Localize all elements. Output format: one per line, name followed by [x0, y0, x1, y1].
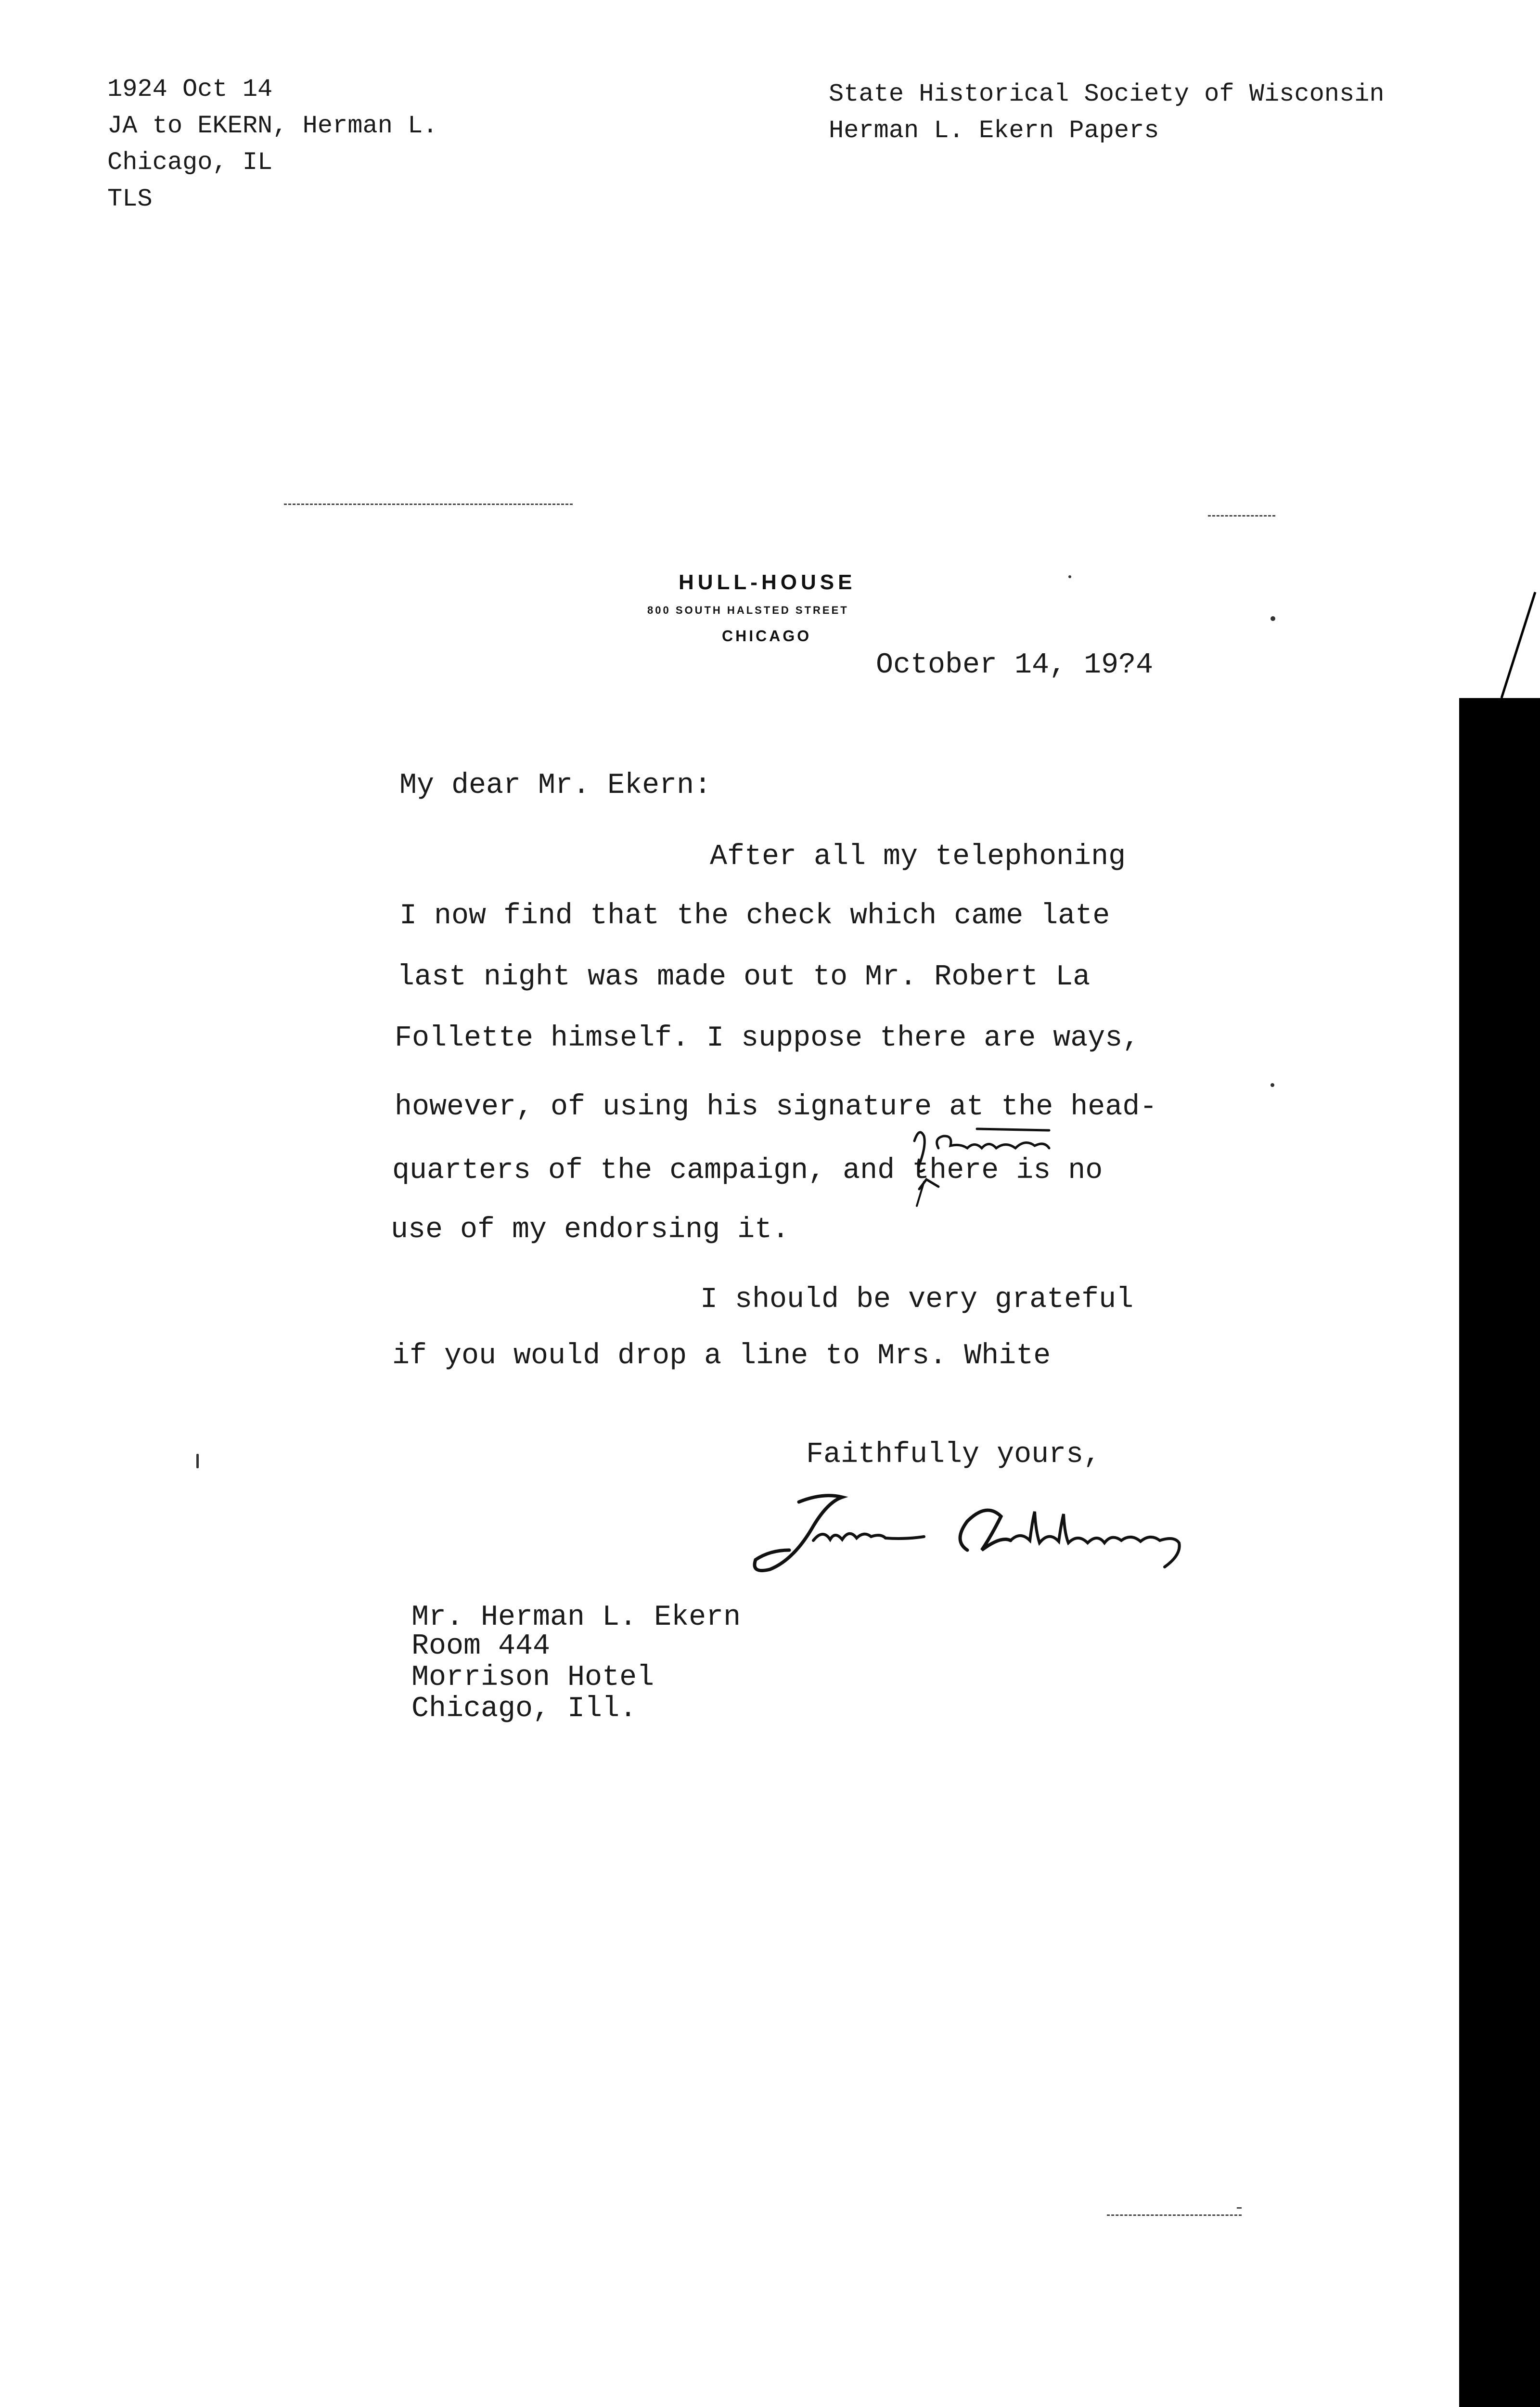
speck: [1068, 575, 1071, 578]
archive-place: Chicago, IL: [107, 148, 273, 177]
paragraph-1-line-7: use of my endorsing it.: [391, 1214, 790, 1246]
handwritten-insertion: [905, 1122, 1097, 1218]
addressee-hotel: Morrison Hotel: [411, 1661, 654, 1694]
closing: Faithfully yours,: [806, 1438, 1101, 1471]
archive-document-type: TLS: [107, 185, 153, 213]
bottom-fold-line: [1107, 2214, 1242, 2216]
archive-date: 1924 Oct 14: [107, 75, 273, 104]
archive-header-left: [107, 71, 438, 218]
letterhead-fold-line-left: [284, 504, 573, 505]
margin-dash: [1237, 2207, 1242, 2209]
speck: [1270, 616, 1275, 621]
letterhead-name: HULL-HOUSE: [679, 570, 856, 594]
addressee-city: Chicago, Ill.: [411, 1693, 637, 1725]
speck: [1270, 1083, 1274, 1087]
paragraph-1-line-4: Follette himself. I suppose there are ways,: [395, 1022, 1140, 1055]
letterhead-city: CHICAGO: [722, 627, 812, 645]
addressee-room: Room 444: [411, 1630, 551, 1663]
paragraph-1-line-3: last night was made out to Mr. Robert La: [397, 961, 1091, 994]
paragraph-2-line-1: I should be very grateful: [700, 1283, 1134, 1316]
letter-date: October 14, 19?4: [876, 649, 1154, 682]
addressee-name: Mr. Herman L. Ekern: [411, 1601, 741, 1634]
archive-repository: State Historical Society of Wisconsin: [829, 80, 1385, 108]
paragraph-2-line-2: if you would drop a line to Mrs. White: [392, 1340, 1051, 1372]
salutation: My dear Mr. Ekern:: [399, 769, 712, 802]
paragraph-1-line-5: however, of using his signature at the head-: [395, 1091, 1157, 1124]
archive-collection: Herman L. Ekern Papers: [829, 116, 1159, 145]
speck: [196, 1454, 199, 1468]
scan-border-right: [1459, 698, 1540, 2407]
letterhead-fold-line-right: [1208, 515, 1275, 517]
archive-header-right: [829, 76, 1385, 149]
paragraph-1-line-2: I now find that the check which came late: [399, 900, 1110, 932]
paragraph-1-line-6: quarters of the campaign, and there is no: [392, 1154, 1103, 1187]
archive-correspondents: JA to EKERN, Herman L.: [107, 112, 438, 140]
signature: [741, 1483, 1242, 1589]
page-edge-line: [1492, 587, 1540, 703]
paragraph-1-line-1: After all my telephoning: [710, 841, 1126, 873]
letterhead-street: 800 SOUTH HALSTED STREET: [647, 604, 849, 616]
